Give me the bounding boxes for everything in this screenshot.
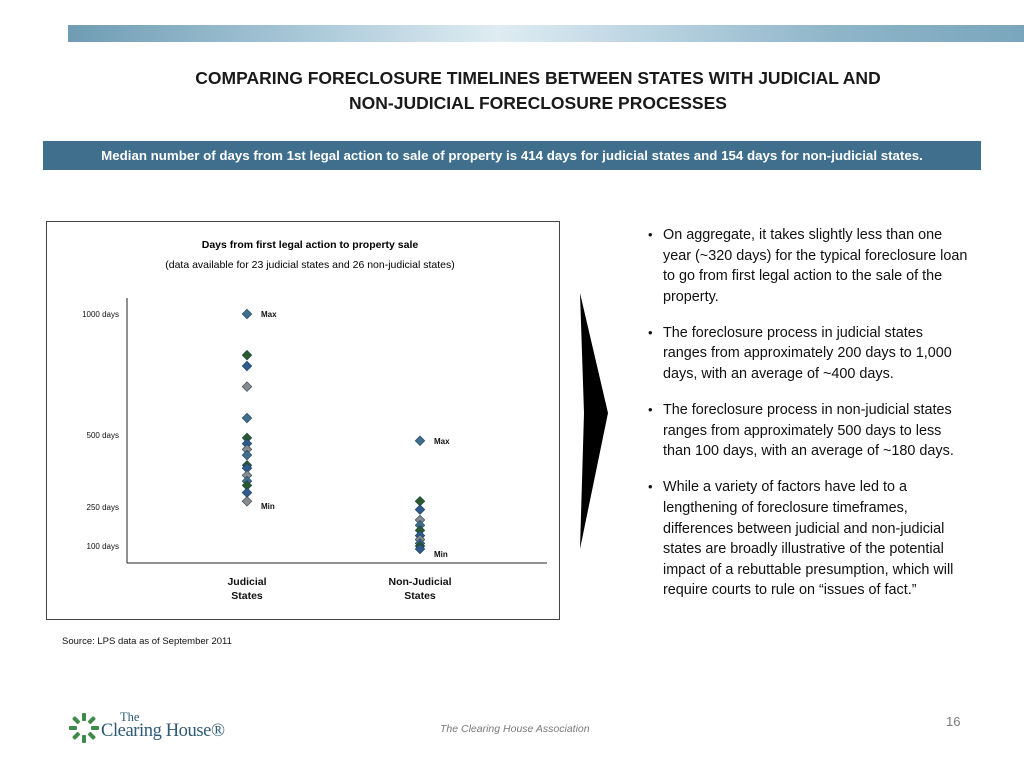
arrow-right-icon: [578, 293, 610, 551]
x-category-label: Judicial: [227, 576, 267, 588]
data-point: [415, 505, 425, 515]
y-tick-label: 250 days: [86, 503, 119, 512]
data-point: [242, 496, 252, 506]
top-decorative-band: [68, 25, 1024, 42]
point-annotation: Min: [434, 550, 448, 559]
chart-box: [46, 221, 560, 620]
x-category-label: States: [231, 590, 263, 602]
source-note: Source: LPS data as of September 2011: [62, 636, 232, 647]
summary-banner: Median number of days from 1st legal action to sale of property is 414 days for judicial states and 154 days for non-judicial states.: [43, 141, 981, 170]
point-annotation: Min: [261, 502, 275, 512]
data-point: [242, 309, 252, 319]
logo-text-the: The: [120, 710, 140, 724]
data-point: [242, 450, 252, 460]
data-point: [242, 382, 252, 392]
title-line-2: NON-JUDICIAL FORECLOSURE PROCESSES: [349, 93, 727, 113]
data-point: [242, 488, 252, 498]
bullet-judicial: • The foreclosure process in judicial states ranges from approximately 200 days to 1,000 days, with an average of ~400 days.: [648, 323, 970, 385]
bullet-factors: • While a variety of factors have led to a lengthening of foreclosure timeframes, differences between judicial and non-judicial states are broadly illustrative of the potential impact of a rebuttable presumption, which will require courts to rule on “issues of fact.”: [648, 477, 970, 601]
title-line-1: COMPARING FORECLOSURE TIMELINES BETWEEN STATES WITH JUDICIAL AND: [195, 68, 881, 88]
bullet-aggregate: • On aggregate, it takes slightly less than one year (~320 days) for the typical foreclosure loan to go from first legal action to the sale of the property.: [648, 225, 970, 307]
chart-subtitle: (data available for 23 judicial states and 26 non-judicial states): [165, 259, 455, 271]
page-title: [60, 66, 1016, 116]
data-point: [242, 413, 252, 423]
page-number: 16: [946, 714, 961, 729]
data-point: [242, 361, 252, 371]
y-tick-label: 1000 days: [82, 310, 119, 319]
key-points-list: [648, 225, 970, 617]
data-point: [415, 436, 425, 446]
y-tick-label: 500 days: [86, 431, 119, 440]
logo-text-name: Clearing House®: [101, 721, 225, 741]
x-category-label: Non-Judicial: [388, 576, 452, 588]
y-tick-label: 100 days: [86, 542, 119, 551]
x-category-label: States: [404, 590, 436, 602]
bullet-non-judicial: • The foreclosure process in non-judicial states ranges from approximately 500 days to less than 100 days, with an average of ~180 days.: [648, 400, 970, 462]
footer-organization: The Clearing House Association: [440, 723, 590, 735]
point-annotation: Max: [434, 436, 450, 446]
starburst-logo-icon: [68, 712, 100, 744]
point-annotation: Max: [261, 310, 277, 319]
data-point: [242, 350, 252, 360]
scatter-chart: [47, 222, 559, 619]
chart-title: Days from first legal action to property sale: [201, 239, 419, 251]
